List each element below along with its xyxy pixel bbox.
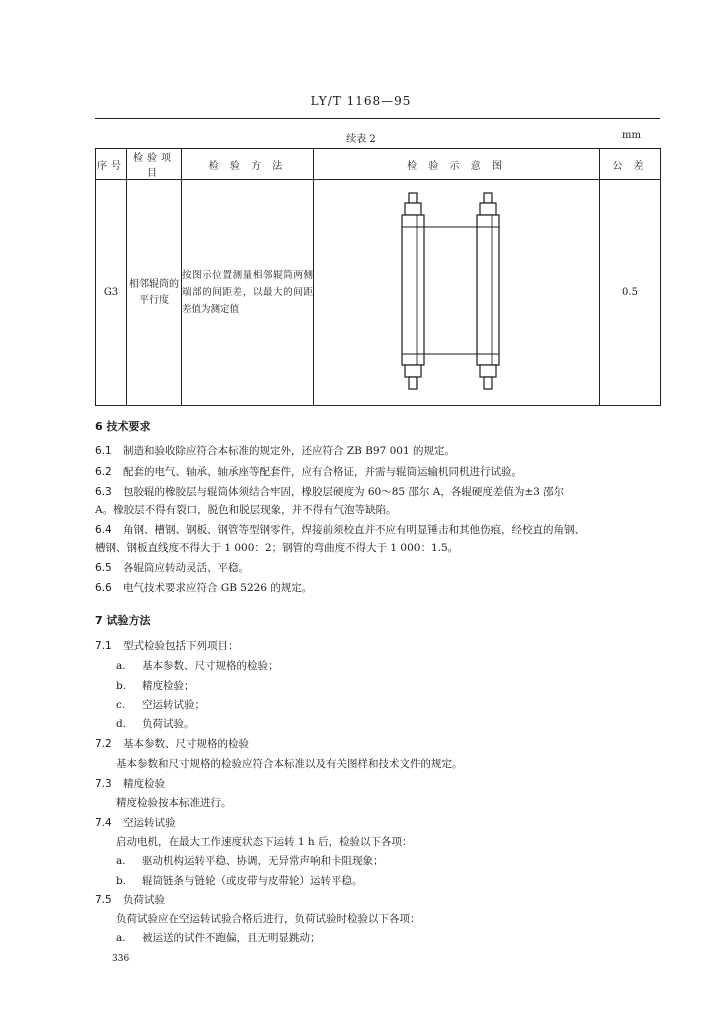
header-no: 序号 xyxy=(96,149,127,180)
para-7-5-body: 负荷试验应在空运转试验合格后进行，负荷试验时检验以下各项： xyxy=(116,913,421,925)
para-6-3: 6.3 包胶辊的橡胶层与辊筒体须结合牢固，橡胶层硬度为 60～85 邵尔 A，各辊硬度差值为±3 邵尔 xyxy=(95,486,565,498)
list-item: d. 负荷试验。 xyxy=(116,718,195,730)
para-7-2-body: 基本参数和尺寸规格的检验应符合本标准以及有关图样和技术文件的规定。 xyxy=(116,758,463,770)
standard-code: LY/T 1168—95 xyxy=(310,94,412,108)
list-item: a. 驱动机构运转平稳、协调，无异常声响和卡阻现象； xyxy=(116,855,384,867)
header-method: 检 验 方 法 xyxy=(182,149,314,180)
para-7-5-title: 7.5 负荷试验 xyxy=(95,894,165,906)
header-item: 检验项目 xyxy=(127,149,182,180)
section-7-title: 7 试验方法 xyxy=(95,614,151,627)
para-7-4-title: 7.4 空运转试验 xyxy=(95,817,176,829)
header-figure: 检 验 示 意 图 xyxy=(314,149,600,180)
para-7-3-title: 7.3 精度检验 xyxy=(95,778,165,790)
left-shaft-bottom xyxy=(409,377,417,389)
para-7-3-body: 精度检验按本标准进行。 xyxy=(116,797,232,809)
right-bearing-top xyxy=(480,203,496,215)
table-unit: mm xyxy=(622,130,641,141)
para-6-6: 6.6 电气技术要求应符合 GB 5226 的规定。 xyxy=(95,582,313,594)
cell-method: 按图示位置测量相邻辊筒两侧端部的间距差，以最大的间距差值为测定值 xyxy=(182,180,314,406)
left-roller-body xyxy=(402,215,424,365)
list-item: a. 基本参数、尺寸规格的检验； xyxy=(116,660,279,672)
para-6-4: 6.4 角钢、槽钢、钢板、钢管等型钢零件，焊接前须校直并不应有明显锤击和其他伤痕，经校直的角钢、 xyxy=(95,524,585,536)
list-item: c. 空运转试验； xyxy=(116,699,205,711)
header-tolerance: 公 差 xyxy=(600,149,661,180)
header-rule xyxy=(95,118,660,119)
roller-parallelism-diagram xyxy=(314,180,600,402)
para-7-1: 7.1 型式检验包括下列项目： xyxy=(95,640,239,652)
para-6-4-cont: 槽钢、钢板直线度不得大于 1 000：2；钢管的弯曲度不得大于 1 000：1.5。 xyxy=(95,542,459,554)
list-item: a. 被运送的试件不跑偏，且无明显跳动； xyxy=(116,932,321,944)
section-6-title: 6 技术要求 xyxy=(95,420,151,433)
cell-item: 相邻辊筒的平行度 xyxy=(127,180,182,406)
para-6-5: 6.5 各辊筒应转动灵活、平稳。 xyxy=(95,562,249,574)
para-7-4-body: 启动电机，在最大工作速度状态下运转 1 h 后，检验以下各项： xyxy=(116,836,413,848)
list-item: b. 辊筒链条与链轮（或皮带与皮带轮）运转平稳。 xyxy=(116,875,363,887)
cell-figure xyxy=(314,180,600,406)
para-7-2-title: 7.2 基本参数、尺寸规格的检验 xyxy=(95,738,249,750)
right-bearing-bottom xyxy=(480,365,496,377)
list-item: b. 精度检验； xyxy=(116,680,195,692)
para-6-2: 6.2 配套的电气、轴承、轴承座等配套件，应有合格证，并需与辊筒运输机同机进行试验。 xyxy=(95,466,522,478)
left-bearing-top xyxy=(405,203,421,215)
table-caption: 续表 2 xyxy=(346,134,376,145)
right-shaft-top xyxy=(484,193,492,203)
right-roller-body xyxy=(477,215,499,365)
right-shaft-bottom xyxy=(484,377,492,389)
para-6-1: 6.1 制造和验收除应符合本标准的规定外，还应符合 ZB B97 001 的规定。 xyxy=(95,445,455,457)
inspection-table xyxy=(95,148,661,406)
table-row xyxy=(96,180,661,406)
page-number: 336 xyxy=(112,954,130,964)
para-6-3-cont: A。橡胶层不得有裂口，脱色和脱层现象，并不得有气泡等缺陷。 xyxy=(95,504,397,516)
table-header-row xyxy=(96,149,661,180)
cell-no: G3 xyxy=(96,180,127,406)
left-shaft-top xyxy=(409,193,417,203)
cell-tolerance: 0.5 xyxy=(600,180,661,406)
left-bearing-bottom xyxy=(405,365,421,377)
